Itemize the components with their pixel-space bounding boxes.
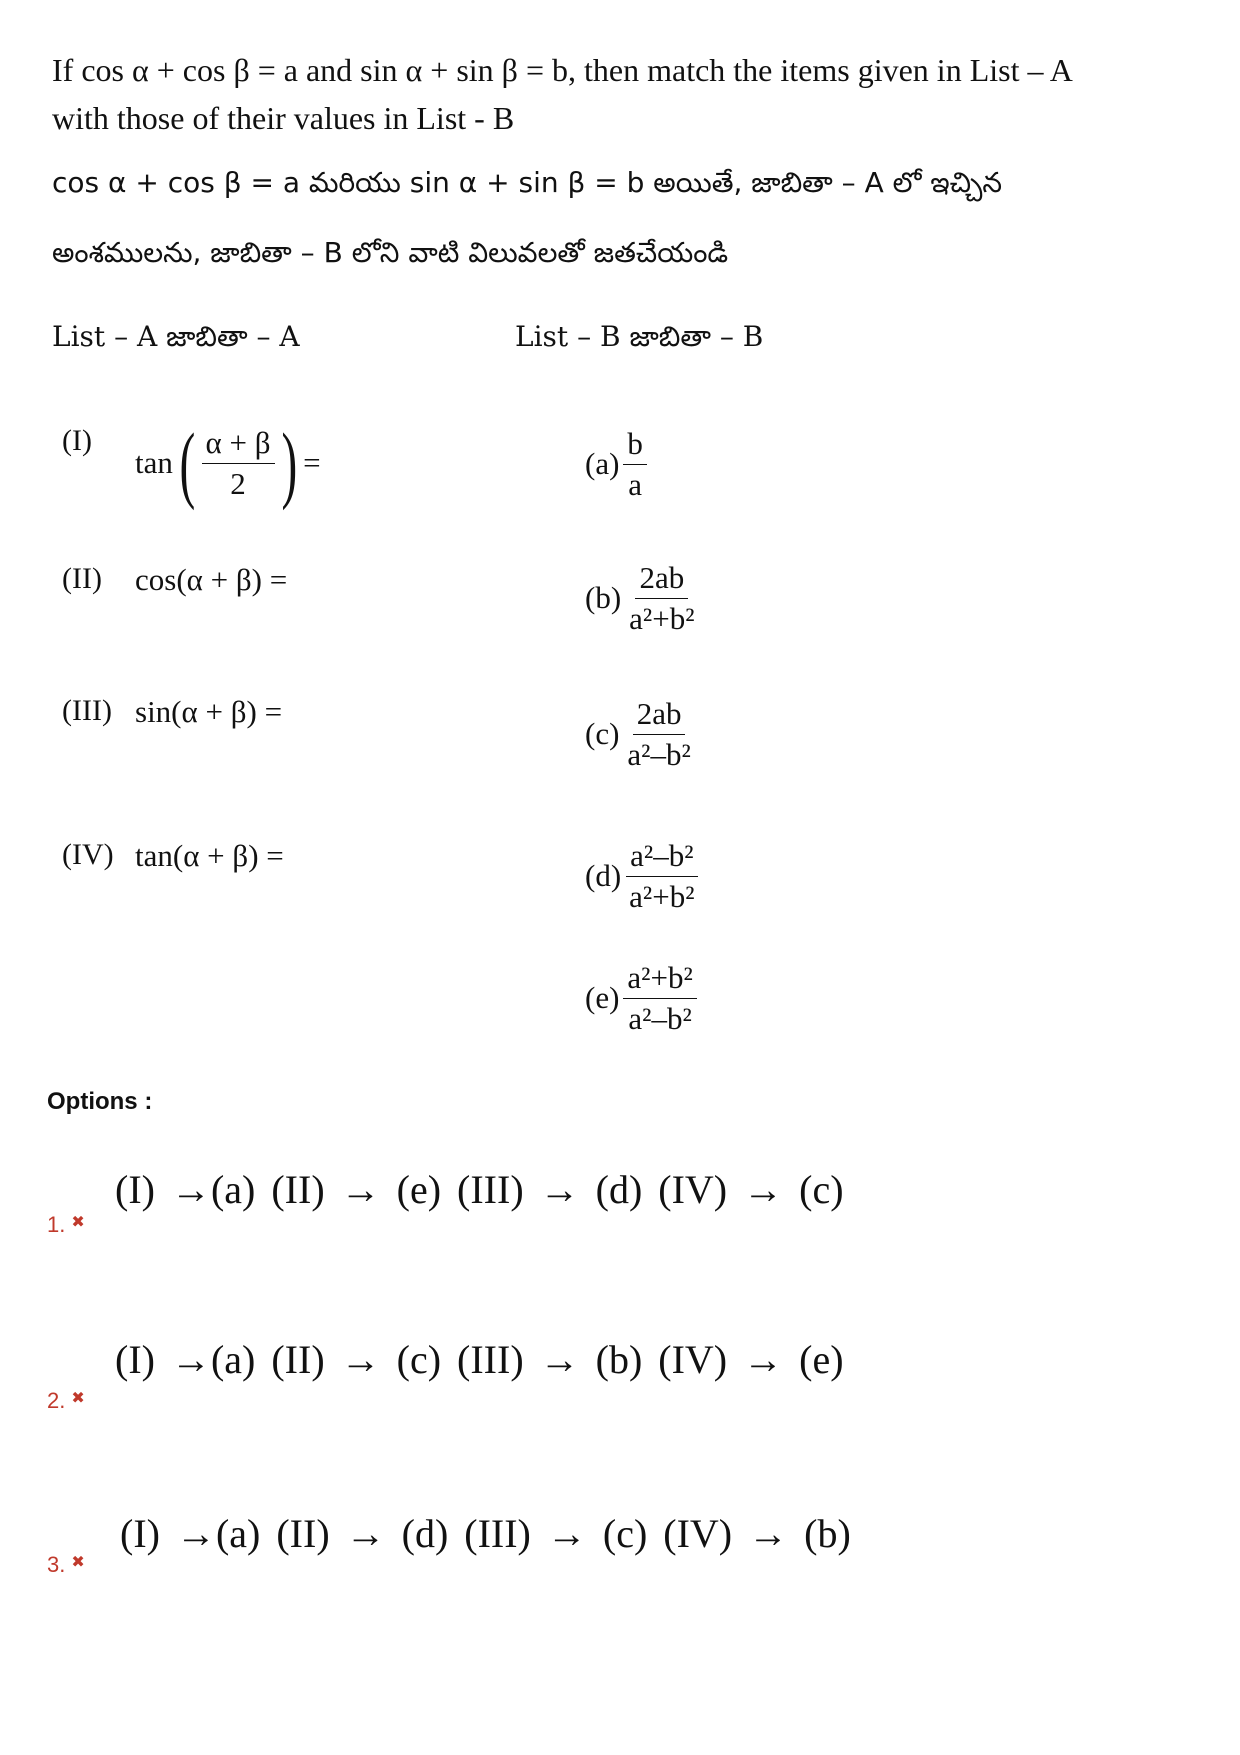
- list-a-item-4-expression: tan(α + β) =: [135, 838, 284, 873]
- option-2-marker[interactable]: [47, 1388, 85, 1414]
- list-a-item-2-number: (II): [62, 562, 102, 595]
- wrong-answer-icon: ✖: [71, 1554, 85, 1571]
- list-a-header: List – A జాబితా – A: [52, 320, 300, 353]
- fraction-numerator: α + β: [202, 425, 275, 464]
- equals-sign: =: [303, 445, 321, 480]
- list-a-item-3-expression: sin(α + β) =: [135, 694, 283, 729]
- list-b-item-e: [585, 960, 697, 1036]
- list-b-item-c-fraction: [623, 696, 694, 772]
- list-b-item-e-label: (e): [585, 980, 620, 1016]
- left-paren: (: [179, 415, 196, 511]
- list-b-item-e-denominator: a²–b²: [628, 1000, 692, 1036]
- list-a-item-1-number: (I): [62, 424, 92, 457]
- list-b-item-c: [585, 696, 695, 772]
- list-b-item-b-numerator: 2ab: [635, 560, 688, 599]
- right-paren: ): [280, 415, 297, 511]
- list-b-item-b-denominator: a²+b²: [629, 600, 695, 636]
- question-telugu-line1: cos α + cos β = a మరియు sin α + sin β = b అయితే, జాబితా – A లో ఇచ్చిన: [52, 166, 1002, 199]
- question-english-line1: If cos α + cos β = a and sin α + sin β = b, then match the items given in List – A: [52, 52, 1073, 88]
- list-a-item-2-expression: cos(α + β) =: [135, 562, 288, 597]
- list-b-item-a-numerator: b: [623, 426, 647, 465]
- list-b-item-b-label: (b): [585, 580, 622, 616]
- list-b-item-c-denominator: a²–b²: [627, 736, 691, 772]
- list-b-item-e-fraction: [623, 960, 696, 1036]
- list-a-item-3-number: (III): [62, 694, 112, 727]
- list-b-item-a: [585, 426, 647, 502]
- option-1-text[interactable]: (I) →(a) (II) → (e) (III) → (d) (IV) → (c): [115, 1167, 844, 1212]
- list-b-item-b: [585, 560, 699, 636]
- list-b-item-a-label: (a): [585, 446, 620, 482]
- wrong-answer-icon: ✖: [71, 1214, 85, 1231]
- list-b-item-d: [585, 838, 699, 914]
- option-1-number: 1.: [47, 1212, 66, 1237]
- option-1-marker[interactable]: [47, 1212, 85, 1238]
- list-b-item-b-fraction: [625, 560, 698, 636]
- question-english-line2: with those of their values in List - B: [52, 100, 515, 136]
- list-b-item-d-fraction: [625, 838, 698, 914]
- list-a-item-4-number: (IV): [62, 838, 114, 871]
- list-b-item-e-numerator: a²+b²: [623, 960, 696, 999]
- option-3-marker[interactable]: [47, 1552, 85, 1578]
- option-2-number: 2.: [47, 1388, 66, 1413]
- half-angle-fraction: [202, 425, 275, 501]
- list-a-item-1-expression: [135, 415, 321, 511]
- fraction-denominator: 2: [230, 465, 246, 501]
- wrong-answer-icon: ✖: [71, 1390, 85, 1407]
- option-2-text[interactable]: (I) →(a) (II) → (c) (III) → (b) (IV) → (e): [115, 1337, 844, 1382]
- list-b-item-c-numerator: 2ab: [633, 696, 686, 735]
- option-3-text[interactable]: (I) →(a) (II) → (d) (III) → (c) (IV) → (b): [120, 1511, 851, 1556]
- list-b-header: List – B జాబితా – B: [515, 320, 764, 353]
- list-b-item-a-denominator: a: [628, 466, 643, 502]
- list-b-item-d-label: (d): [585, 858, 622, 894]
- tan-function: tan: [135, 445, 173, 480]
- question-telugu-line2: అంశములను, జాబితా – B లోని వాటి విలువలతో జతచేయండి: [52, 236, 729, 269]
- options-label: Options :: [47, 1088, 153, 1115]
- list-b-item-d-denominator: a²+b²: [629, 878, 695, 914]
- list-b-item-a-fraction: [623, 426, 647, 502]
- list-b-item-d-numerator: a²–b²: [626, 838, 697, 877]
- option-3-number: 3.: [47, 1552, 66, 1577]
- list-b-item-c-label: (c): [585, 716, 620, 752]
